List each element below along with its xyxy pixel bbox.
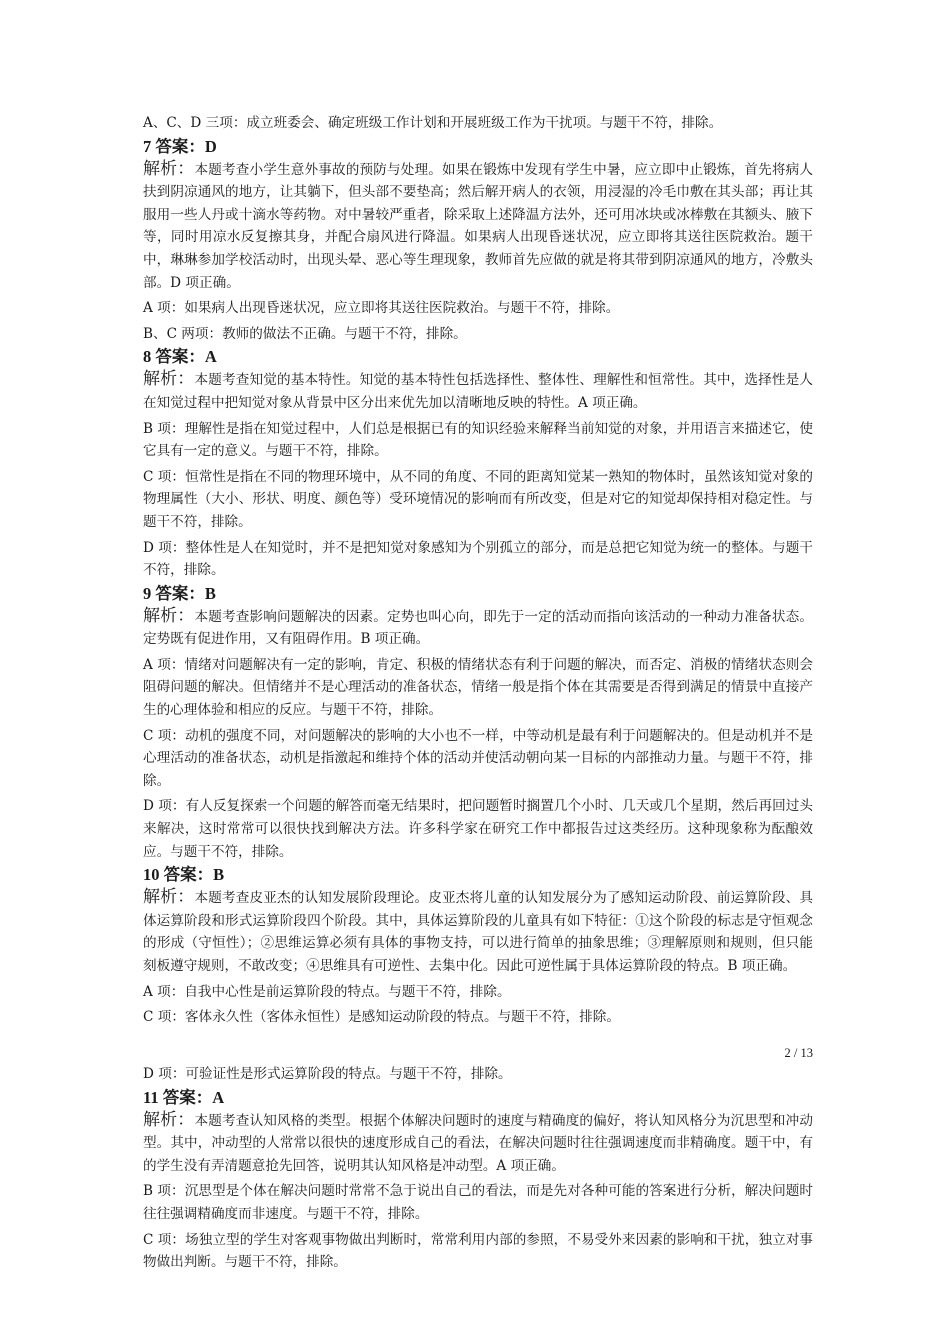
q7-analysis-label: 解析： — [143, 158, 195, 179]
q10-option-note: D 项：可验证性是形式运算阶段的特点。与题干不符，排除。 — [143, 1066, 512, 1082]
q8-analysis — [143, 368, 813, 414]
document-page-continued — [143, 1063, 813, 1274]
q10-answer: 10 答案：B — [143, 865, 225, 885]
q10-option-note: C 项：客体永久性（客体永恒性）是感知运动阶段的特点。与题干不符，排除。 — [143, 1009, 620, 1026]
q8-answer: 8 答案：A — [143, 347, 217, 367]
q9-answer: 9 答案：B — [143, 583, 216, 603]
q11-option-note: B 项：沉思型是个体在解决问题时常常不急于说出自己的看法，而是先对各种可能的答案进行分析，解决问题时往往强调精确度而非速度。与题干不符，排除。 — [143, 1183, 813, 1222]
q7-analysis-text: 本题考查小学生意外事故的预防与处理。如果在锻炼中发现有学生中暑，应立即中止锻炼，首先将病人扶到阴凉通风的地方，让其躺下，但头部不要垫高；然后解开病人的衣领，用浸湿的冷毛巾敷在其头部；再让其服用一些人丹或十滴水等药物。对中暑较严重者，除采取上述降温方法外，还可用冰块或冰棒敷在其额头、腋下等，同时用凉水反复擦其身，并配合扇风进行降温。如果病人出现昏迷状况，应立即将其送往医院救治。题干中，琳琳参加学校活动时，出现头晕、恶心等生理现象，教师首先应做的就是将其带到阴凉通风的地方，冷敷头部。D 项正确。 — [143, 161, 814, 291]
q10-analysis-text: 本题考查皮亚杰的认知发展阶段理论。皮亚杰将儿童的认知发展分为了感知运动阶段、前运算阶段、具体运算阶段和形式运算阶段四个阶段。其中，具体运算阶段的儿童具有如下特征：①这个阶段的标志是守恒观念的形成（守恒性）；②思维运算必须有具体的事物支持，可以进行简单的抽象思维；③理解原则和规则，但只能刻板遵守规则，不敢改变；④思维具有可逆性、去集中化。因此可逆性属于具体运算阶段的特点。B 项正确。 — [143, 890, 814, 974]
q7-analysis — [143, 158, 813, 295]
page-number: 2 / 13 — [784, 1046, 813, 1060]
q8-option-note: D 项：整体性是人在知觉时，并不是把知觉对象感知为个别孤立的部分，而是总把它知觉为统一的整体。与题干不符，排除。 — [143, 539, 813, 579]
q9-option-note: D 项：有人反复探索一个问题的解答而毫无结果时，把问题暂时搁置几个小时、几天或几个星期，然后再回过头来解决，这时常常可以很快找到解决方法。许多科学家在研究工作中都报告过这类经历。这种现象称为酝酿效应。与题干不符，排除。 — [143, 798, 813, 860]
q10-option-note: A 项：自我中心性是前运算阶段的特点。与题干不符，排除。 — [143, 983, 511, 1000]
q7-answer: 7 答案：D — [143, 136, 217, 156]
q9-analysis — [143, 605, 813, 651]
q7-option-note: B、C 两项：教师的做法不正确。与题干不符，排除。 — [143, 325, 467, 342]
q7-option-note: A 项：如果病人出现昏迷状况，应立即将其送往医院救治。与题干不符，排除。 — [143, 300, 620, 317]
q11-analysis — [143, 1109, 813, 1178]
q9-option-note: C 项：动机的强度不同，对问题解决的影响的大小也不一样，中等动机是最有利于问题解决的。但是动机并不是心理活动的准备状态，动机是指激起和维持个体的活动并使活动朝向某一目标的内部推动力量。与题干不符，排除。 — [143, 727, 813, 789]
q8-option-note: C 项：恒常性是指在不同的物理环境中，从不同的角度、不同的距离知觉某一熟知的物体时，虽然该知觉对象的物理属性（大小、形状、明度、颜色等）受环境情况的影响而有所改变，但是对它的知觉却保持相对稳定性。与题干不符，排除。 — [143, 468, 813, 530]
q10-analysis — [143, 886, 813, 977]
intro-paragraph: A、C、D 三项：成立班委会、确定班级工作计划和开展班级工作为干扰项。与题干不符，排除。 — [143, 115, 723, 131]
q11-option-note: C 项：场独立型的学生对客观事物做出判断时，常常利用内部的参照，不易受外来因素的影响和干扰，独立对事物做出判断。与题干不符，排除。 — [143, 1231, 813, 1271]
q9-analysis-label: 解析： — [143, 605, 195, 626]
q9-option-note: A 项：情绪对问题解决有一定的影响，肯定、积极的情绪状态有利于问题的解决，而否定、消极的情绪状态则会阻碍问题的解决。但情绪并不是心理活动的准备状态，情绪一般是指个体在其需要是否得到满足的情景中直接产生的心理体验和相应的反应。与题干不符，排除。 — [143, 656, 813, 719]
document-page — [143, 112, 813, 1029]
q8-option-note: B 项：理解性是指在知觉过程中，人们总是根据已有的知识经验来解释当前知觉的对象，并用语言来描述它，使它具有一定的意义。与题干不符，排除。 — [143, 420, 813, 460]
q11-analysis-text: 本题考查认知风格的类型。根据个体解决问题时的速度与精确度的偏好，将认知风格分为沉思型和冲动型。其中，冲动型的人常常以很快的速度形成自己的看法，在解决问题时往往强调速度而非精确度。题干中，有的学生没有弄清题意抢先回答，说明其认知风格是冲动型。A 项正确。 — [143, 1112, 814, 1174]
q11-analysis-label: 解析： — [143, 1109, 195, 1130]
q10-analysis-label: 解析： — [143, 887, 195, 908]
q9-analysis-text: 本题考查影响问题解决的因素。定势也叫心向，即先于一定的活动而指向该活动的一种动力准备状态。定势既有促进作用，又有阻碍作用。B 项正确。 — [143, 608, 814, 648]
q8-analysis-label: 解析： — [143, 369, 195, 390]
q11-answer: 11 答案：A — [143, 1087, 225, 1107]
q8-analysis-text: 本题考查知觉的基本特性。知觉的基本特性包括选择性、整体性、理解性和恒常性。其中，选择性是人在知觉过程中把知觉对象从背景中区分出来优先加以清晰地反映的特性。A 项正确。 — [143, 372, 814, 411]
